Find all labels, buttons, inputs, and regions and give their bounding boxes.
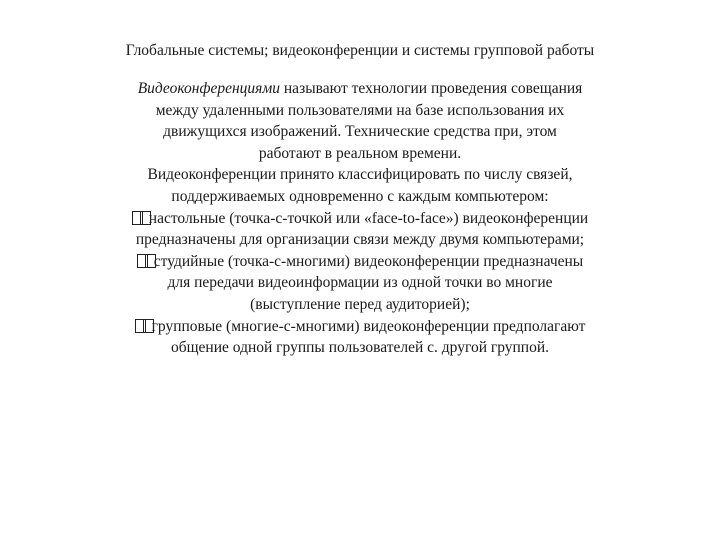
intro-paragraph [80,78,640,164]
missing-glyph-bullet-icon [132,210,148,225]
item-group-line2: общение одной группы пользователей с. другой группой. [170,339,550,357]
intro-line1-rest: называют технологии проведения совещания [280,80,583,97]
item-studio-line3: (выступление перед аудиторией); [250,295,470,313]
missing-glyph-bullet-icon [135,318,151,333]
intro-line4: работают в реальном времени. [258,144,462,162]
classification-line2: поддерживаемых одновременно с каждым компьютером: [171,187,549,205]
classification-paragraph [80,164,640,207]
intro-line2: между удаленными пользователями на базе использования их [155,101,565,119]
item-desktop-line2: предназначены для организации связи между двумя компьютерами; [135,231,585,249]
list-item-group [80,316,640,359]
slide-body [80,78,640,359]
list-item-studio [80,251,640,316]
list-item-desktop [80,208,640,251]
slide-title: Глобальные системы; видеоконференции и системы групповой работы [125,42,595,59]
missing-glyph-bullet-icon [137,253,153,268]
item-studio-line1: студийные (точка-с-многими) видеоконференции предназначены [153,252,584,270]
intro-line3: движущихся изображений. Технические средства при, этом [163,123,557,141]
intro-term: Видеоконференциями [137,80,281,97]
item-studio-line2: для передачи видеоинформации из одной точки во многие [167,274,553,292]
classification-line1: Видеоконференции принято классифицировать по числу связей, [147,166,573,184]
item-desktop-line1: настольные (точка-с-точкой или «face-to-face») видеоконференции [148,209,589,227]
item-group-line1: групповые (многие-с-многими) видеоконференции предполагают [151,317,586,335]
